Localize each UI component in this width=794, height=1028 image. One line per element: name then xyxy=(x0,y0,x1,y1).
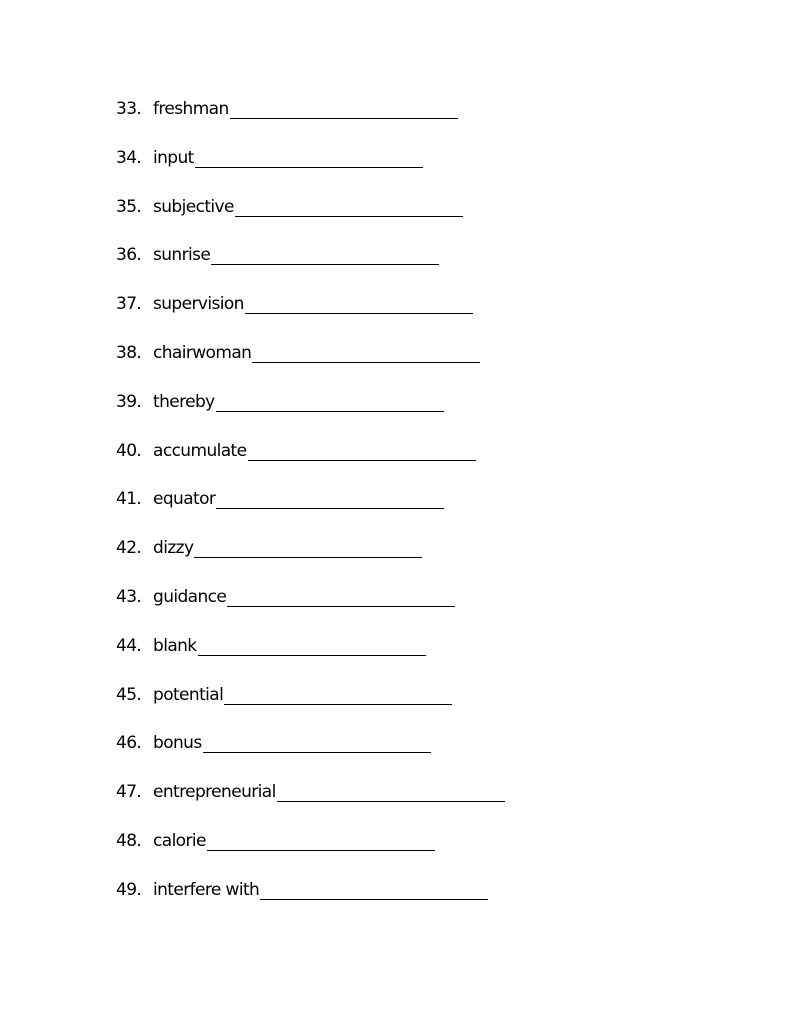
answer-blank[interactable] xyxy=(227,586,455,607)
item-word: entrepreneurial xyxy=(153,782,276,803)
item-word: subjective xyxy=(153,196,234,217)
answer-blank[interactable] xyxy=(230,98,458,119)
answer-blank[interactable] xyxy=(235,196,463,217)
item-word: freshman xyxy=(153,99,229,119)
item-word: dizzy xyxy=(153,538,194,559)
item-number: 48. xyxy=(116,830,142,851)
answer-blank[interactable] xyxy=(194,537,422,558)
answer-blank[interactable] xyxy=(207,830,435,851)
list-item xyxy=(116,635,505,684)
item-word: bonus xyxy=(153,733,202,754)
list-item xyxy=(116,342,505,391)
list-item xyxy=(116,732,505,781)
list-item xyxy=(116,537,505,586)
item-word: blank xyxy=(153,635,197,656)
item-number: 37. xyxy=(116,294,142,315)
list-item xyxy=(116,98,505,147)
answer-blank[interactable] xyxy=(198,635,426,656)
item-number: 36. xyxy=(116,245,142,266)
item-number: 44. xyxy=(116,635,142,656)
list-item xyxy=(116,147,505,196)
item-word: calorie xyxy=(153,830,206,851)
item-number: 34. xyxy=(116,147,142,168)
list-item xyxy=(116,440,505,489)
item-word: interfere with xyxy=(153,879,260,900)
item-word: guidance xyxy=(153,586,227,607)
item-number: 35. xyxy=(116,196,142,217)
answer-blank[interactable] xyxy=(216,488,444,509)
list-item xyxy=(116,196,505,245)
list-item xyxy=(116,391,505,440)
answer-blank[interactable] xyxy=(260,879,488,900)
list-item xyxy=(116,879,505,928)
list-item xyxy=(116,293,505,342)
list-item xyxy=(116,586,505,635)
answer-blank[interactable] xyxy=(211,244,439,265)
list-item xyxy=(116,488,505,537)
item-number: 47. xyxy=(116,782,142,803)
item-number: 41. xyxy=(116,489,142,510)
item-number: 33. xyxy=(116,99,142,119)
item-word: chairwoman xyxy=(153,342,252,363)
answer-blank[interactable] xyxy=(277,781,505,802)
item-word: potential xyxy=(153,684,224,705)
list-item xyxy=(116,244,505,293)
answer-blank[interactable] xyxy=(203,732,431,753)
answer-blank[interactable] xyxy=(248,440,476,461)
vocabulary-list xyxy=(116,98,505,928)
item-number: 42. xyxy=(116,538,142,559)
item-word: sunrise xyxy=(153,245,211,266)
answer-blank[interactable] xyxy=(245,293,473,314)
answer-blank[interactable] xyxy=(252,342,480,363)
item-word: input xyxy=(153,147,194,168)
list-item xyxy=(116,684,505,733)
answer-blank[interactable] xyxy=(195,147,423,168)
item-number: 45. xyxy=(116,684,142,705)
item-word: accumulate xyxy=(153,440,247,461)
list-item xyxy=(116,830,505,879)
item-number: 40. xyxy=(116,440,142,461)
item-number: 49. xyxy=(116,879,142,900)
answer-blank[interactable] xyxy=(224,684,452,705)
item-word: supervision xyxy=(153,294,244,315)
answer-blank[interactable] xyxy=(216,391,444,412)
list-item xyxy=(116,781,505,830)
item-word: thereby xyxy=(153,391,215,412)
item-number: 39. xyxy=(116,391,142,412)
item-word: equator xyxy=(153,489,216,510)
item-number: 46. xyxy=(116,733,142,754)
item-number: 43. xyxy=(116,586,142,607)
item-number: 38. xyxy=(116,342,142,363)
